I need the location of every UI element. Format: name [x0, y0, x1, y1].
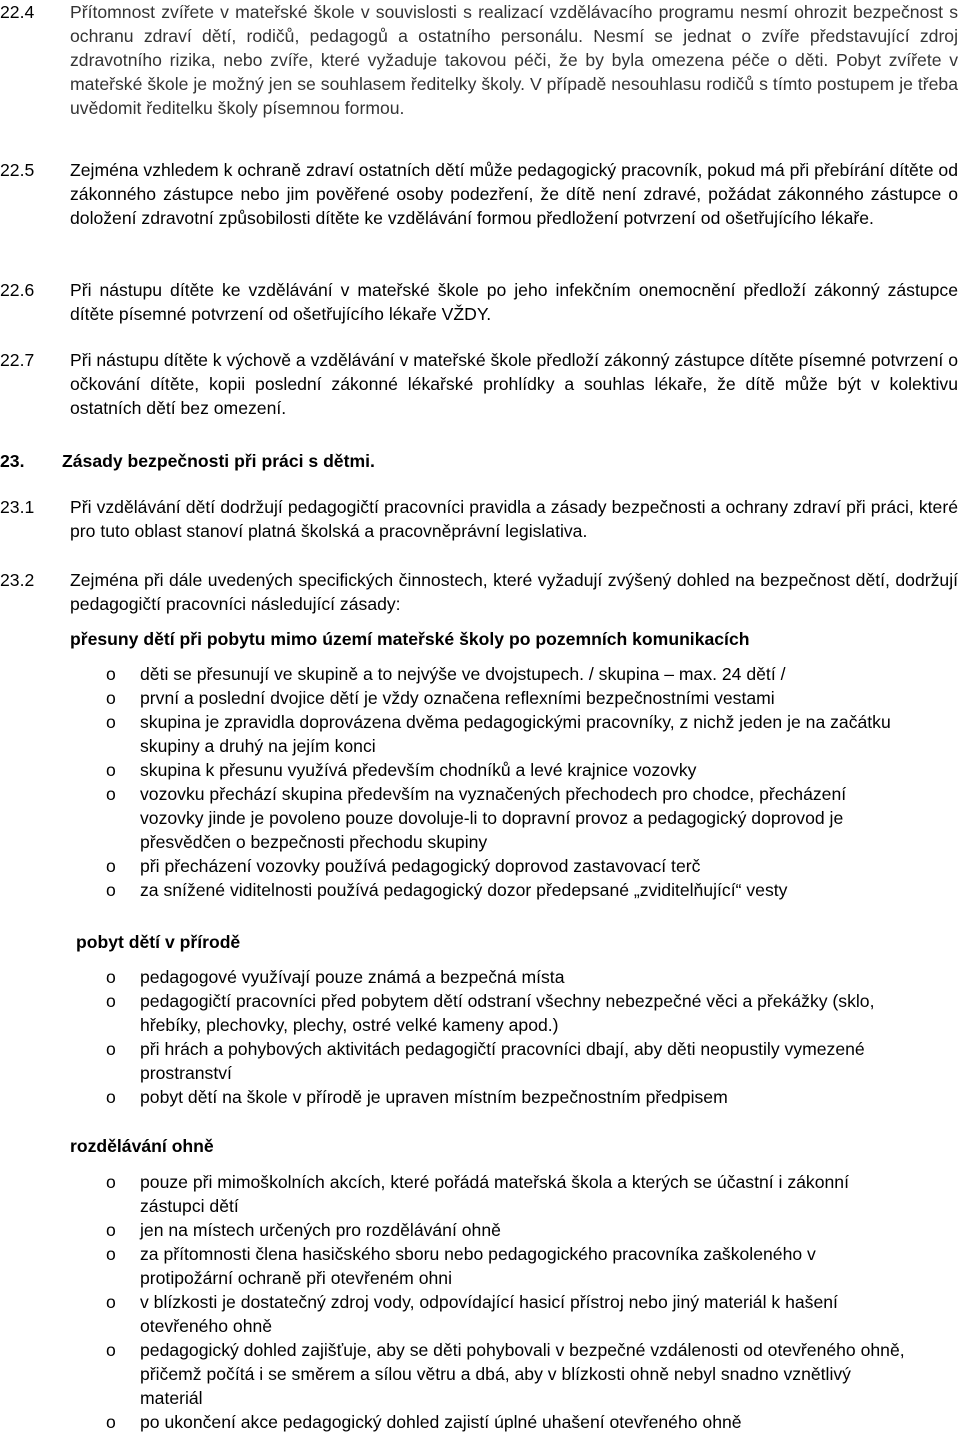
list-item [0, 965, 910, 989]
bullet-list [0, 662, 960, 902]
paragraph-text: Zejména vzhledem k ochraně zdraví ostatních dětí může pedagogický pracovník, pokud má při přebírání dítěte od zákonného zástupce nebo jim pověřené osoby podezření, že dítě není zdravé, požádat zákonného zástupce o doložení zdravotní způsobilosti dítěte ke vzdělávání formou předložení potvrzení od ošetřujícího lékaře. [70, 160, 958, 228]
list-item [0, 758, 910, 782]
bullet-marker: o [106, 856, 116, 876]
list-item [0, 1218, 910, 1242]
paragraph-22-5 [0, 158, 960, 254]
list-item [0, 1290, 910, 1338]
list-item-text: za přítomnosti člena hasičského sboru nebo pedagogického pracovníka zaškoleného v protipožární ochraně při otevřeném ohni [140, 1244, 816, 1288]
bullet-marker: o [106, 880, 116, 900]
bullet-marker: o [106, 1220, 116, 1240]
list-item [0, 1085, 910, 1109]
list-item-text: pobyt dětí na škole v přírodě je upraven místním bezpečnostním předpisem [140, 1087, 728, 1107]
list-item-text: v blízkosti je dostatečný zdroj vody, odpovídající hasicí přístroj nebo jiný materiál k hašení otevřeného ohně [140, 1292, 838, 1336]
bullet-marker: o [106, 991, 116, 1011]
list-item [0, 686, 910, 710]
paragraph-23-2 [0, 568, 960, 616]
bullet-marker: o [106, 1340, 116, 1360]
paragraph-text: Při nástupu dítěte k výchově a vzdělávání v mateřské škole předloží zákonný zástupce dítěte písemné potvrzení o očkování dítěte, kopii poslední zákonné lékařské prohlídky a souhlas lékaře, že dítě může být v kolektivu ostatních dětí bez omezení. [70, 350, 958, 418]
paragraph-number: 22.5 [0, 160, 35, 180]
bullet-marker: o [106, 1172, 116, 1192]
paragraph-number: 22.4 [0, 2, 35, 22]
list-item-text: jen na místech určených pro rozdělávání ohně [140, 1220, 501, 1240]
list-item-text: při hrách a pohybových aktivitách pedagogičtí pracovníci dbají, aby děti neopustily vymezené prostranství [140, 1039, 865, 1083]
bullet-marker: o [106, 1087, 116, 1107]
list-item-text: pedagogové využívají pouze známá a bezpečná místa [140, 967, 565, 987]
bullet-marker: o [106, 1039, 116, 1059]
bullet-list [0, 1170, 960, 1434]
list-item [0, 710, 910, 758]
paragraph-number: 22.7 [0, 350, 35, 370]
list-item-text: pedagogický dohled zajišťuje, aby se děti pohybovali v bezpečné vzdálenosti od otevřeného ohně, přičemž počítá i se směrem a sílou větru a dbá, aby v blízkosti ohně nebyl snadno vznětlivý materiál [140, 1340, 905, 1408]
list-item-text: za snížené viditelnosti používá pedagogický dozor předepsané „zviditelňující“ vesty [140, 880, 788, 900]
bullet-marker: o [106, 712, 116, 732]
list-item-text: skupina k přesunu využívá především chodníků a levé krajnice vozovky [140, 760, 697, 780]
paragraph-text: Přítomnost zvířete v mateřské škole v souvislosti s realizací vzdělávacího programu nesmí ohrozit bezpečnost s ochranu zdraví dětí, rodičů, pedagogů a ostatního personálu. Nesmí se jednat o zvíře představující zdroj zdravotního rizika, nebo zvíře, které vyžaduje takovou péči, že by byla omezena péče o děti. Pobyt zvířete v mateřské škole je možný jen se souhlasem ředitelky školy. V případě nesouhlasu rodičů s tímto postupem je třeba uvědomit ředitelku školy písemnou formou. [70, 2, 958, 118]
bullet-marker: o [106, 784, 116, 804]
list-item-text: při přecházení vozovky používá pedagogický doprovod zastavovací terč [140, 856, 701, 876]
list-item [0, 1338, 910, 1410]
paragraph-22-6 [0, 278, 960, 326]
bullet-marker: o [106, 760, 116, 780]
list-item [0, 854, 910, 878]
list-item [0, 1242, 910, 1290]
list-item-text: po ukončení akce pedagogický dohled zajistí úplné uhašení otevřeného ohně [140, 1412, 742, 1432]
paragraph-22-7 [0, 348, 960, 420]
list-item [0, 782, 910, 854]
group-heading: přesuny dětí při pobytu mimo území mateřské školy po pozemních komunikacích [70, 629, 750, 649]
list-item-text: skupina je zpravidla doprovázena dvěma pedagogickými pracovníky, z nichž jeden je na začátku skupiny a druhý na jejím konci [140, 712, 891, 756]
paragraph-number: 23.2 [0, 570, 35, 590]
paragraph-text: Při nástupu dítěte ke vzdělávání v mateřské škole po jeho infekčním onemocnění předloží zákonný zástupce dítěte písemné potvrzení od ošetřujícího lékaře VŽDY. [70, 280, 958, 324]
list-item [0, 1410, 910, 1434]
paragraph-text: Při vzdělávání dětí dodržují pedagogičtí pracovníci pravidla a zásady bezpečnosti a ochrany zdraví při práci, které pro tuto oblast stanoví platná školská a pracovněprávní legislativa. [70, 497, 958, 541]
list-item [0, 878, 910, 902]
list-item-text: děti se přesunují ve skupině a to nejvýše ve dvojstupech. / skupina – max. 24 dětí / [140, 664, 786, 684]
list-item-text: pedagogičtí pracovníci před pobytem dětí odstraní všechny nebezpečné věci a překážky (sklo, hřebíky, plechovky, plechy, ostré velké kameny apod.) [140, 991, 875, 1035]
bullet-marker: o [106, 688, 116, 708]
bullet-marker: o [106, 1292, 116, 1312]
list-item-text: pouze při mimoškolních akcích, které pořádá mateřská škola a kterých se účastní i zákonní zástupci dětí [140, 1172, 849, 1216]
list-item [0, 1037, 910, 1085]
paragraph-text: Zejména při dále uvedených specifických činnostech, které vyžadují zvýšený dohled na bezpečnost dětí, dodržují pedagogičtí pracovníci následující zásady: [70, 570, 958, 614]
list-item-text: první a poslední dvojice dětí je vždy označena reflexními bezpečnostními vestami [140, 688, 775, 708]
section-title: Zásady bezpečnosti při práci s dětmi. [62, 451, 375, 471]
bullet-marker: o [106, 967, 116, 987]
list-item [0, 989, 910, 1037]
list-item [0, 662, 910, 686]
bullet-list [0, 965, 960, 1109]
paragraph-22-4 [0, 0, 960, 144]
bullet-marker: o [106, 664, 116, 684]
list-item [0, 1170, 910, 1218]
section-number: 23. [0, 451, 25, 471]
group-heading: rozdělávání ohně [70, 1136, 214, 1156]
bullet-marker: o [106, 1244, 116, 1264]
paragraph-23-1 [0, 495, 960, 543]
group-heading: pobyt dětí v přírodě [76, 932, 241, 952]
paragraph-number: 22.6 [0, 280, 35, 300]
list-item-text: vozovku přechází skupina především na vyznačených přechodech pro chodce, přecházení vozovky jinde je povoleno pouze dovoluje-li to dopravní provoz a pedagogický doprovod je přesvědčen o bezpečnosti přechodu skupiny [140, 784, 847, 852]
bullet-marker: o [106, 1412, 116, 1432]
paragraph-number: 23.1 [0, 497, 35, 517]
section-heading [0, 449, 960, 473]
